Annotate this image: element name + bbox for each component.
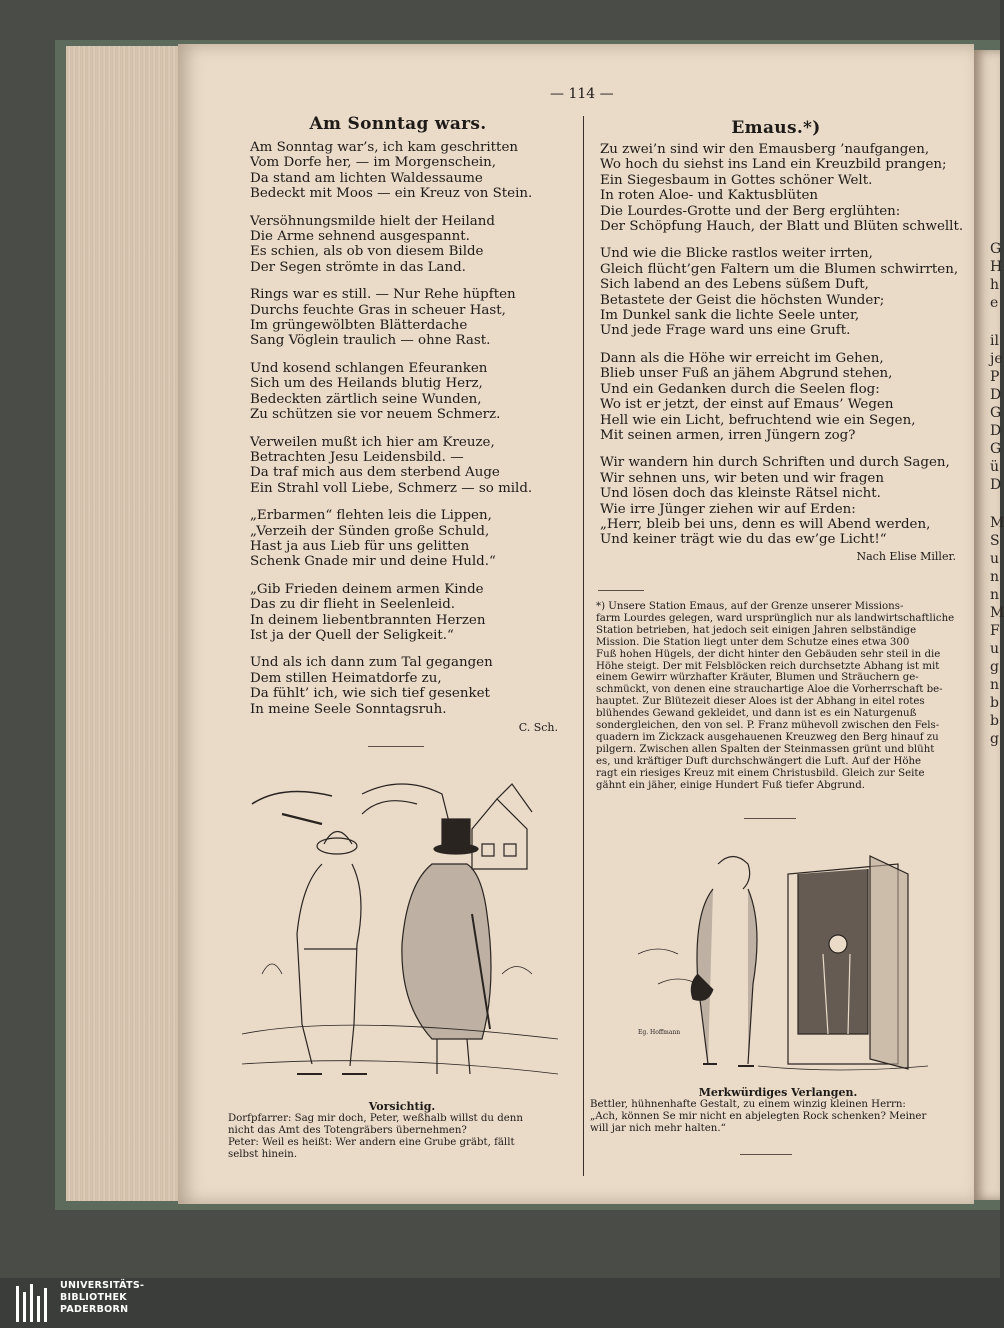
- verse-line: Die Lourdes-Grotte und der Berg erglühten:: [600, 203, 901, 219]
- next-page-fragment: b: [990, 695, 999, 711]
- separator-right-2: [744, 818, 796, 819]
- library-logo-icon: [14, 1282, 54, 1324]
- verse-line: Sich um des Heilands blutig Herz,: [250, 376, 483, 392]
- footnote-line: Mission. Die Station liegt unter dem Schutze eines etwa 300: [596, 636, 910, 648]
- verse-line: Mit seinen armen, irren Jüngern zog?: [600, 427, 856, 443]
- next-page-fragment: D: [990, 477, 1002, 493]
- verse-line: Dann als die Höhe wir erreicht im Gehen,: [600, 350, 884, 366]
- next-page-fragment: P: [990, 369, 1000, 385]
- caption-text-left: [228, 1113, 576, 1161]
- illustration-vorsichtig: [242, 774, 558, 1080]
- verse-line: Schenk Gnade mir und deine Huld.“: [250, 554, 496, 570]
- verse-line: Bedeckten zärtlich seine Wunden,: [250, 391, 482, 407]
- next-page-fragment: n: [990, 677, 1000, 693]
- verse-line: Ist ja der Quell der Seligkeit.“: [250, 627, 454, 643]
- verse-line: Zu zwei’n sind wir den Emausberg ’naufgangen,: [600, 142, 930, 157]
- verse-line: Ein Siegesbaum in Gottes schöner Welt.: [600, 172, 873, 188]
- verse-line: Betrachten Jesu Leidensbild. —: [250, 449, 464, 465]
- verse-line: Der Schöpfung Hauch, der Blatt und Blüten schwellt.: [600, 219, 964, 235]
- verse-line: „Herr, bleib bei uns, denn es will Abend werden,: [600, 516, 931, 532]
- poem-signature-right: Nach Elise Miller.: [856, 549, 956, 563]
- footnote-line: farm Lourdes gelegen, ward ursprünglich nur als landwirtschaftliche: [596, 612, 955, 624]
- footnote-line: schmückt, von denen eine strauchartige Aloe die Vorherrschaft be-: [596, 684, 943, 696]
- next-page-fragment: G: [990, 241, 1002, 257]
- verse-line: Betastete der Geist die höchsten Wunder;: [600, 292, 885, 308]
- book-page: [178, 44, 974, 1204]
- verse-line: Da fühlt’ ich, wie sich tief gesenket: [250, 686, 490, 702]
- illustration-signature: Eg. Hoffmann: [638, 1029, 681, 1036]
- next-page-fragment: H: [990, 259, 1003, 275]
- caption-line: Peter: Weil es heißt: Wer andern eine Grube gräbt, fällt: [228, 1137, 515, 1148]
- verse-line: Und kosend schlangen Efeuranken: [250, 360, 488, 376]
- poem-title-right: Emaus.*): [731, 118, 821, 138]
- footnote-line: quadern im Zickzack ausgehauenen Kreuzweg den Berg hinauf zu: [596, 731, 939, 743]
- verse-line: Am Sonntag war’s, ich kam geschritten: [250, 140, 518, 155]
- next-page-fragment: G: [990, 405, 1002, 421]
- verse-line: Sich labend an des Lebens süßem Duft,: [600, 277, 869, 293]
- footnote-line: hauptet. Zur Blütezeit dieser Aloes ist der Abhang in eitel rotes: [596, 696, 925, 708]
- next-page-fragment: je: [990, 351, 1003, 367]
- stanza: [250, 655, 558, 717]
- verse-line: Wo ist er jetzt, der einst auf Emaus’ Wegen: [600, 397, 894, 413]
- footnote-line: gähnt ein jäher, einige Hundert Fuß tiefer Abgrund.: [596, 779, 865, 791]
- stanza: [600, 351, 956, 443]
- stanza: [250, 214, 558, 276]
- footnote-line: *) Unsere Station Emaus, auf der Grenze unserer Missions-: [596, 601, 904, 612]
- library-name-line2: BIBLIOTHEK: [60, 1292, 127, 1303]
- footnote-line: sondergleichen, den von sel. P. Franz mühevoll zwischen den Fels-: [596, 720, 940, 732]
- caption-text-right: [590, 1099, 966, 1135]
- caption-line: nicht das Amt des Totengräbers übernehmen?: [228, 1125, 467, 1136]
- stanza: [250, 140, 558, 202]
- caption-left: [228, 1100, 576, 1161]
- library-name: [60, 1280, 144, 1316]
- next-page-fragment: g: [990, 659, 999, 675]
- caption-title-right: Merkwürdiges Verlangen.: [698, 1086, 858, 1099]
- verse-line: Hell wie ein Licht, befruchtend wie ein Segen,: [600, 412, 916, 428]
- stanza: [600, 455, 956, 547]
- next-page-fragment: h: [990, 277, 1000, 293]
- verse-line: Dem stillen Heimatdorfe zu,: [250, 670, 442, 686]
- stanza: [250, 361, 558, 423]
- caption-line: Bettler, hühnenhafte Gestalt, zu einem winzig kleinen Herrn:: [590, 1099, 906, 1110]
- library-name-line1: UNIVERSITÄTS-: [60, 1280, 145, 1291]
- footnote-line: einem Gewirr würzhafter Kräuter, Blumen und Sträuchern ge-: [596, 672, 919, 684]
- verse-line: Hast ja aus Lieb für uns gelitten: [250, 538, 470, 554]
- footnote-line: Station betrieben, hat jedoch seit einigen Jahren selbständige: [596, 624, 917, 636]
- next-page-fragment: ü: [990, 459, 1000, 475]
- verse-line: Wo hoch du siehst ins Land ein Kreuzbild prangen;: [600, 157, 947, 173]
- next-page-fragment: e: [990, 295, 999, 311]
- column-divider: [583, 116, 584, 1176]
- verse-line: Im grüngewölbten Blätterdache: [250, 318, 468, 334]
- verse-line: Blieb unser Fuß an jähem Abgrund stehen,: [600, 366, 893, 382]
- verse-line: Bedeckt mit Moos — ein Kreuz von Stein.: [250, 186, 533, 202]
- next-page-fragment: b: [990, 713, 999, 729]
- verse-line: „Gib Frieden deinem armen Kinde: [250, 581, 484, 597]
- verse-line: Versöhnungsmilde hielt der Heiland: [250, 213, 495, 229]
- next-page-fragment: u: [990, 641, 1000, 657]
- verse-line: Ein Strahl voll Liebe, Schmerz — so mild.: [250, 480, 533, 496]
- verse-line: Wie irre Jünger ziehen wir auf Erden:: [600, 501, 856, 517]
- caption-line: selbst hinein.: [228, 1149, 298, 1160]
- library-footer: [0, 1278, 1000, 1328]
- right-column: [596, 118, 964, 563]
- verse-line: Durchs feuchte Gras in scheuer Hast,: [250, 302, 506, 318]
- verse-line: Im Dunkel sank die lichte Seele unter,: [600, 308, 860, 324]
- verse-line: „Verzeih der Sünden große Schuld,: [250, 523, 490, 539]
- verse-line: Zu schützen sie vor neuem Schmerz.: [250, 407, 501, 423]
- verse-line: „Erbarmen“ flehten leis die Lippen,: [250, 508, 492, 524]
- separator-left: [368, 746, 424, 747]
- stanza: [600, 246, 959, 339]
- page-number: — 114 —: [550, 86, 614, 102]
- verse-line: Da traf mich aus dem sterbend Auge: [250, 465, 500, 481]
- verse-line: In deinem liebentbrannten Herzen: [250, 612, 486, 628]
- caption-right: [590, 1086, 966, 1135]
- next-page-fragment: u: [990, 551, 1000, 567]
- verse-line: Und als ich dann zum Tal gegangen: [250, 655, 493, 671]
- verse-line: In roten Aloe- und Kaktusblüten: [600, 188, 819, 204]
- separator-right-1: [598, 590, 644, 591]
- footnote-line: ragt ein riesiges Kreuz mit einem Christusbild. Gleich zur Seite: [596, 767, 925, 779]
- footnote-line: blühendes Gewand gekleidet, und dann ist es ein Naturgenuß: [596, 708, 917, 720]
- next-page-fragment: n: [990, 587, 1000, 603]
- footnote-line: es, und kräftiger Duft durchschwängert die Luft. Auf der Höhe: [596, 755, 922, 767]
- verse-line: Wir wandern hin durch Schriften und durch Sagen,: [600, 455, 950, 471]
- caption-line: will jar nich mehr halten.“: [590, 1123, 726, 1134]
- poem-title-left: Am Sonntag wars.: [309, 114, 487, 134]
- footnote-line: pilgern. Zwischen allen Spalten der Steinmassen grünt und blüht: [596, 743, 935, 755]
- illustration-merkwuerdiges-verlangen: [638, 834, 938, 1074]
- footnote-line: Fuß hohen Hügels, der dicht hinter den Gebäuden sehr steil in die: [596, 648, 941, 660]
- stanza: [250, 435, 558, 497]
- verse-line: Verweilen mußt ich hier am Kreuze,: [250, 434, 495, 450]
- next-page-fragment: g: [990, 731, 999, 747]
- stanza: [250, 287, 558, 349]
- verse-line: Es schien, als ob von diesem Bilde: [250, 244, 484, 260]
- footnote-emaus: [596, 601, 956, 792]
- footnote-line: Höhe steigt. Der mit Felsblöcken reich durchsetzte Abhang ist mit: [596, 660, 940, 672]
- poem-body-left: [238, 140, 558, 717]
- verse-line: Wir sehnen uns, wir beten und wir fragen: [600, 470, 884, 486]
- next-page-fragment: S: [990, 533, 1000, 549]
- verse-line: Der Segen strömte in das Land.: [250, 259, 466, 275]
- left-column: [238, 114, 558, 734]
- verse-line: Und wie die Blicke rastlos weiter irrten,: [600, 246, 873, 262]
- caption-line: „Ach, können Se mir nicht en abjelegten Rock schenken? Meiner: [590, 1111, 927, 1122]
- library-name-line3: PADERBORN: [60, 1304, 129, 1315]
- next-page-fragment: D: [990, 387, 1002, 403]
- verse-line: Gleich flücht’gen Faltern um die Blumen schwirrten,: [600, 261, 959, 277]
- poem-signature-left: C. Sch.: [518, 721, 558, 734]
- page-edges: [66, 46, 178, 1201]
- next-page-fragment: M: [990, 605, 1004, 621]
- verse-line: Vom Dorfe her, — im Morgenschein,: [250, 155, 497, 171]
- verse-line: Und keiner trägt wie du das ew’ge Licht!“: [600, 532, 887, 548]
- next-page-fragment: n: [990, 569, 1000, 585]
- stanza: [250, 582, 558, 644]
- separator-right-3: [740, 1154, 792, 1155]
- verse-line: Und lösen doch das kleinste Rätsel nicht.: [600, 486, 881, 502]
- next-page-fragment: G: [990, 441, 1002, 457]
- stanza: [250, 508, 558, 570]
- next-page-fragment: F: [990, 623, 1000, 639]
- verse-line: Und ein Gedanken durch die Seelen flog:: [600, 381, 880, 397]
- next-page-edge: [974, 50, 1004, 1200]
- next-page-fragment: M: [990, 515, 1004, 531]
- poem-body-right: [596, 142, 964, 548]
- caption-title-left: Vorsichtig.: [368, 1100, 436, 1113]
- verse-line: Da stand am lichten Waldessaume: [250, 170, 483, 186]
- caption-line: Dorfpfarrer: Sag mir doch, Peter, weßhalb willst du denn: [228, 1113, 523, 1124]
- verse-line: Und jede Frage ward uns eine Gruft.: [600, 323, 851, 339]
- stanza: [600, 142, 964, 235]
- next-page-fragment: D: [990, 423, 1002, 439]
- verse-line: Rings war es still. — Nur Rehe hüpften: [250, 287, 516, 303]
- verse-line: Das zu dir flieht in Seelenleid.: [250, 597, 456, 613]
- verse-line: Die Arme sehnend ausgespannt.: [250, 229, 470, 245]
- next-page-fragment: il: [990, 333, 999, 349]
- verse-line: Sang Vöglein traulich — ohne Rast.: [250, 333, 491, 349]
- verse-line: In meine Seele Sonntagsruh.: [250, 701, 447, 717]
